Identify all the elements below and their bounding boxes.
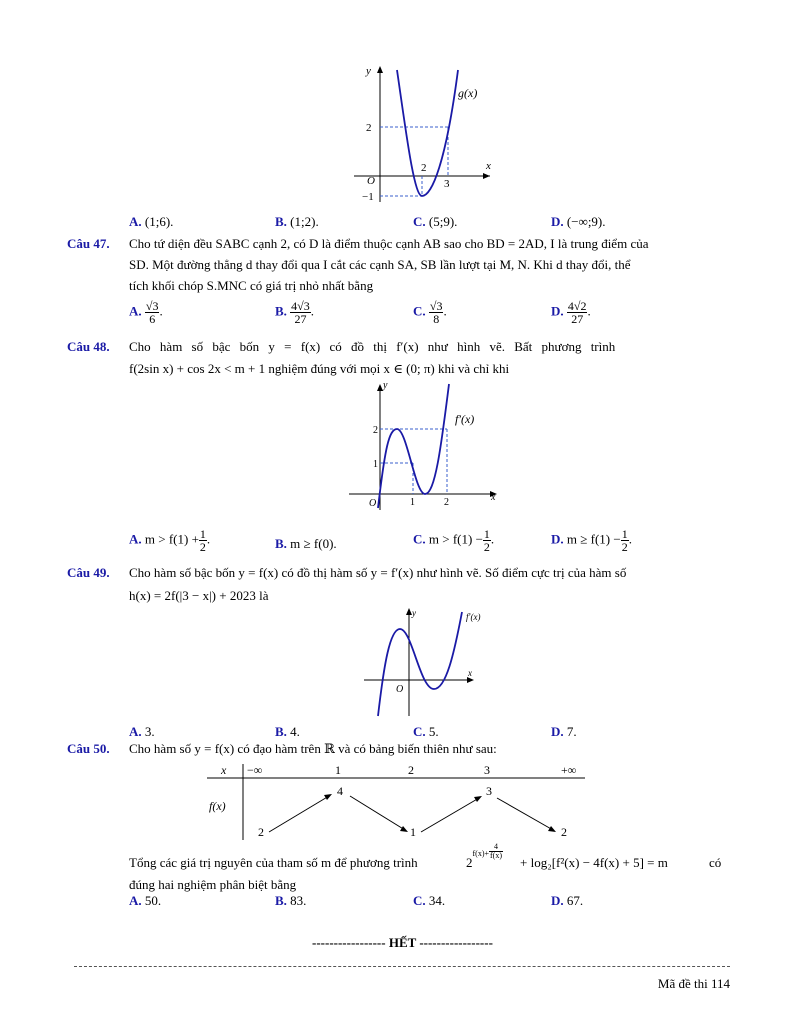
vt-v2: 1 [410,825,416,839]
q47-line3: tích khối chóp S.MNC có giá trị nhỏ nhất bằng [129,278,374,293]
g48-x1: 1 [410,497,415,508]
q48-b-text: m ≥ f(0). [290,536,337,551]
g49-origin: O [396,684,404,695]
q50-eq-exp-num: 4 [489,843,503,852]
q49-line2: h(x) = 2f(|3 − x|) + 2023 là [129,588,269,603]
q50-a-text: 50. [144,893,162,908]
q50-eq-base: 2 [466,855,473,870]
q47-d-den: 27 [571,312,584,326]
end-marker: ----------------- HẾT ----------------- [312,935,493,950]
q50-d-text: 67. [566,893,584,908]
graph-g-tick-2x: 2 [421,162,427,174]
g48-label: f′(x) [455,412,475,426]
q47-opt-c: C. [413,303,426,319]
q50-opt-b: B. [275,893,287,908]
q48-line1: Cho hàm số bậc bốn y = f(x) có đồ thị f′(x) như hình vẽ. Bất phương trình [129,339,616,354]
q48-d-text: m ≥ f(1) − [566,531,621,547]
q47-a-den: 6 [149,312,156,326]
g49-label: f′(x) [466,612,481,622]
vt-v1: 4 [337,784,343,798]
graph-g-tick-m1: −1 [362,191,374,203]
q48-line2: f(2sin x) + cos 2x < m + 1 nghiệm đúng với mọi x ∈ (0; π) khi và chỉ khi [129,361,510,376]
q49-b-text: 4. [290,724,300,739]
g48-xlabel: x [491,492,496,503]
variation-table [205,760,590,845]
q50-b-text: 83. [290,893,307,908]
q48-d-num: 1 [621,527,628,541]
q49-label: Câu 49. [67,565,110,580]
q50-line3: đúng hai nghiệm phân biệt bằng [129,877,297,892]
q50-opt-a: A. [129,893,142,908]
g48-ylabel: y [383,380,388,391]
vt-x: x [221,763,227,777]
q47-opt-d: D. [551,303,564,319]
q48-opt-c: C. [413,531,426,547]
q50-eq-tail: có [709,855,722,870]
vt-x1: 1 [335,763,341,777]
graph-fprime-48 [345,378,505,513]
q48-opt-b: B. [275,536,287,551]
q46-opt-c-text: (5;9). [428,214,458,229]
graph-g [340,62,510,212]
q50-line2a: Tổng các giá trị nguyên của tham số m để phương trình [129,855,418,870]
q47-line2: SD. Một đường thẳng d thay đổi qua I cắt các cạnh SA, SB lần lượt tại M, N. Khi d thay đổi, thể [129,257,631,272]
q49-opt-b: B. [275,724,287,739]
graph-g-tick-3x: 3 [444,178,450,190]
q48-d-den: 2 [621,540,628,554]
graph-g-ylabel: y [366,65,371,77]
q50-eq-exp: f(x)+ [472,849,490,858]
q47-line1: Cho tứ diện đều SABC cạnh 2, có D là điểm thuộc cạnh AB sao cho BD = 2AD, I là trung điểm của [129,236,649,251]
q46-opt-d: D. [551,214,564,229]
q46-opt-a-text: (1;6). [144,214,174,229]
q48-opt-a: A. [129,531,142,547]
q48-a-num: 1 [199,527,206,541]
q49-opt-d: D. [551,724,564,739]
graph-fprime-49 [362,604,502,720]
graph-g-origin: O [367,175,375,187]
q49-c-text: 5. [428,724,439,739]
vt-v3: 3 [486,784,492,798]
q46-opt-d-text: (−∞;9). [566,214,606,229]
exam-code: Mã đề thi 114 [657,976,730,991]
q48-a-text: m > f(1) + [144,531,199,547]
vt-x3: 3 [484,763,490,777]
g48-t2: 2 [373,425,378,436]
q48-label: Câu 48. [67,339,110,354]
q47-b-den: 27 [294,312,307,326]
q46-opt-a: A. [129,214,142,229]
q50-eq-exp-den: f(x) [490,850,503,860]
g49-ylabel: y [412,608,416,618]
q46-opt-b-text: (1;2). [290,214,319,229]
q50-opt-c: C. [413,893,426,908]
vt-fx: f(x) [209,799,226,813]
q49-a-text: 3. [144,724,155,739]
q49-line1: Cho hàm số bậc bốn y = f(x) có đồ thị hàm số y = f′(x) như hình vẽ. Số điểm cực trị của hàm số [129,565,627,580]
g48-x2: 2 [444,497,449,508]
q50-eq-rest: + log₂[f²(x) − 4f(x) + 5] = m [520,855,668,870]
q47-d-num: 4√2 [567,299,587,313]
q47-c-num: √3 [429,299,443,313]
g48-origin: O [369,498,377,509]
q48-c-num: 1 [483,527,490,541]
q47-label: Câu 47. [67,236,110,251]
graph-g-xlabel: x [486,160,491,172]
g49-xlabel: x [468,668,472,678]
q49-opt-a: A. [129,724,142,739]
q47-a-num: √3 [145,299,159,313]
vt-x0: −∞ [247,763,263,777]
q50-opt-d: D. [551,893,564,908]
vt-x4: +∞ [561,763,577,777]
q49-d-text: 7. [566,724,577,739]
q50-c-text: 34. [428,893,446,908]
q46-opt-c: C. [413,214,426,229]
vt-v0: 2 [258,825,264,839]
vt-v4: 2 [561,825,567,839]
vt-x2: 2 [408,763,414,777]
q48-a-den: 2 [199,540,206,554]
q47-b-num: 4√3 [291,299,310,313]
g48-t1: 1 [373,459,378,470]
q47-c-den: 8 [433,312,440,326]
q46-opt-b: B. [275,214,287,229]
graph-g-tick-2y: 2 [366,122,372,134]
q48-opt-d: D. [551,531,564,547]
q50-label: Câu 50. [67,741,110,756]
q48-c-text: m > f(1) − [428,531,483,547]
footer-divider [74,966,730,967]
graph-g-label: g(x) [458,86,478,100]
q47-opt-b: B. [275,303,287,319]
q49-opt-c: C. [413,724,426,739]
q47-opt-a: A. [129,303,142,319]
q48-c-den: 2 [483,540,490,554]
q50-line1: Cho hàm số y = f(x) có đạo hàm trên ℝ và có bảng biến thiên như sau: [129,741,497,756]
